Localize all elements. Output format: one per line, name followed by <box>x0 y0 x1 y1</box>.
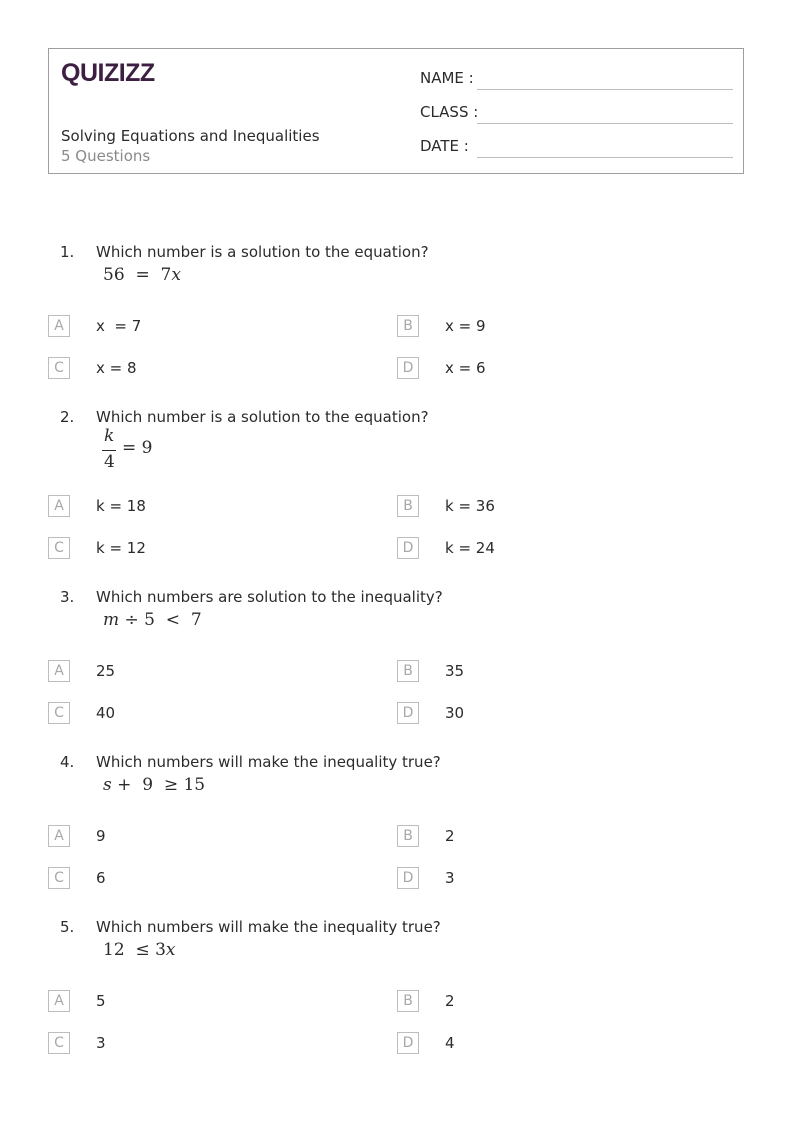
question-number: 4. <box>60 753 75 771</box>
option-c-text[interactable]: k = 12 <box>96 539 146 557</box>
question-text: Which number is a solution to the equation? <box>96 243 429 261</box>
question-number: 5. <box>60 918 75 936</box>
equation-rest: = 9 <box>122 438 153 458</box>
question-inequality: 12 ≤ 3x <box>103 940 176 960</box>
option-c-text[interactable]: x = 8 <box>96 359 137 377</box>
option-b-box[interactable]: B <box>397 990 419 1012</box>
option-c-text[interactable]: 40 <box>96 704 116 722</box>
fraction-numerator: k <box>104 426 115 446</box>
date-label: DATE : <box>420 137 469 155</box>
option-c-box[interactable]: C <box>48 1032 70 1054</box>
option-b-box[interactable]: B <box>397 315 419 337</box>
class-input-line[interactable] <box>477 123 733 124</box>
question-inequality: s + 9 ≥ 15 <box>103 775 206 795</box>
option-d-text[interactable]: x = 6 <box>445 359 486 377</box>
question-text: Which numbers are solution to the inequality? <box>96 588 443 606</box>
option-a-text[interactable]: x = 7 <box>96 317 142 335</box>
option-d-text[interactable]: k = 24 <box>445 539 495 557</box>
option-b-box[interactable]: B <box>397 825 419 847</box>
option-a-box[interactable]: A <box>48 660 70 682</box>
option-d-text[interactable]: 30 <box>445 704 465 722</box>
option-c-text[interactable]: 6 <box>96 869 106 887</box>
option-b-text[interactable]: 2 <box>445 827 455 845</box>
option-d-box[interactable]: D <box>397 1032 419 1054</box>
option-b-text[interactable]: k = 36 <box>445 497 495 515</box>
worksheet-header <box>48 48 744 174</box>
fraction-bar <box>102 450 116 451</box>
option-d-text[interactable]: 4 <box>445 1034 455 1052</box>
fraction-denominator: 4 <box>104 452 115 472</box>
option-a-box[interactable]: A <box>48 495 70 517</box>
name-input-line[interactable] <box>477 89 733 90</box>
option-b-text[interactable]: x = 9 <box>445 317 486 335</box>
option-c-box[interactable]: C <box>48 702 70 724</box>
option-c-box[interactable]: C <box>48 867 70 889</box>
question-text: Which numbers will make the inequality true? <box>96 753 441 771</box>
question-number: 1. <box>60 243 75 261</box>
option-c-box[interactable]: C <box>48 357 70 379</box>
worksheet-title: Solving Equations and Inequalities <box>61 127 320 145</box>
option-d-text[interactable]: 3 <box>445 869 455 887</box>
question-count: 5 Questions <box>61 147 151 165</box>
quizizz-logo: QUIZIZZ <box>61 59 155 87</box>
question-text: Which numbers will make the inequality true? <box>96 918 441 936</box>
class-label: CLASS : <box>420 103 479 121</box>
question-equation: 56 = 7x <box>103 265 181 285</box>
question-number: 3. <box>60 588 75 606</box>
question-text: Which number is a solution to the equation? <box>96 408 429 426</box>
name-label: NAME : <box>420 69 474 87</box>
option-a-text[interactable]: 5 <box>96 992 106 1010</box>
option-a-box[interactable]: A <box>48 990 70 1012</box>
option-b-text[interactable]: 2 <box>445 992 455 1010</box>
option-a-text[interactable]: k = 18 <box>96 497 146 515</box>
option-b-box[interactable]: B <box>397 495 419 517</box>
option-c-box[interactable]: C <box>48 537 70 559</box>
option-d-box[interactable]: D <box>397 867 419 889</box>
option-c-text[interactable]: 3 <box>96 1034 106 1052</box>
option-d-box[interactable]: D <box>397 537 419 559</box>
option-a-box[interactable]: A <box>48 315 70 337</box>
option-a-text[interactable]: 25 <box>96 662 116 680</box>
option-d-box[interactable]: D <box>397 357 419 379</box>
date-input-line[interactable] <box>477 157 733 158</box>
question-inequality: m ÷ 5 < 7 <box>103 610 202 630</box>
option-a-box[interactable]: A <box>48 825 70 847</box>
option-a-text[interactable]: 9 <box>96 827 106 845</box>
option-b-box[interactable]: B <box>397 660 419 682</box>
option-b-text[interactable]: 35 <box>445 662 465 680</box>
question-number: 2. <box>60 408 75 426</box>
option-d-box[interactable]: D <box>397 702 419 724</box>
